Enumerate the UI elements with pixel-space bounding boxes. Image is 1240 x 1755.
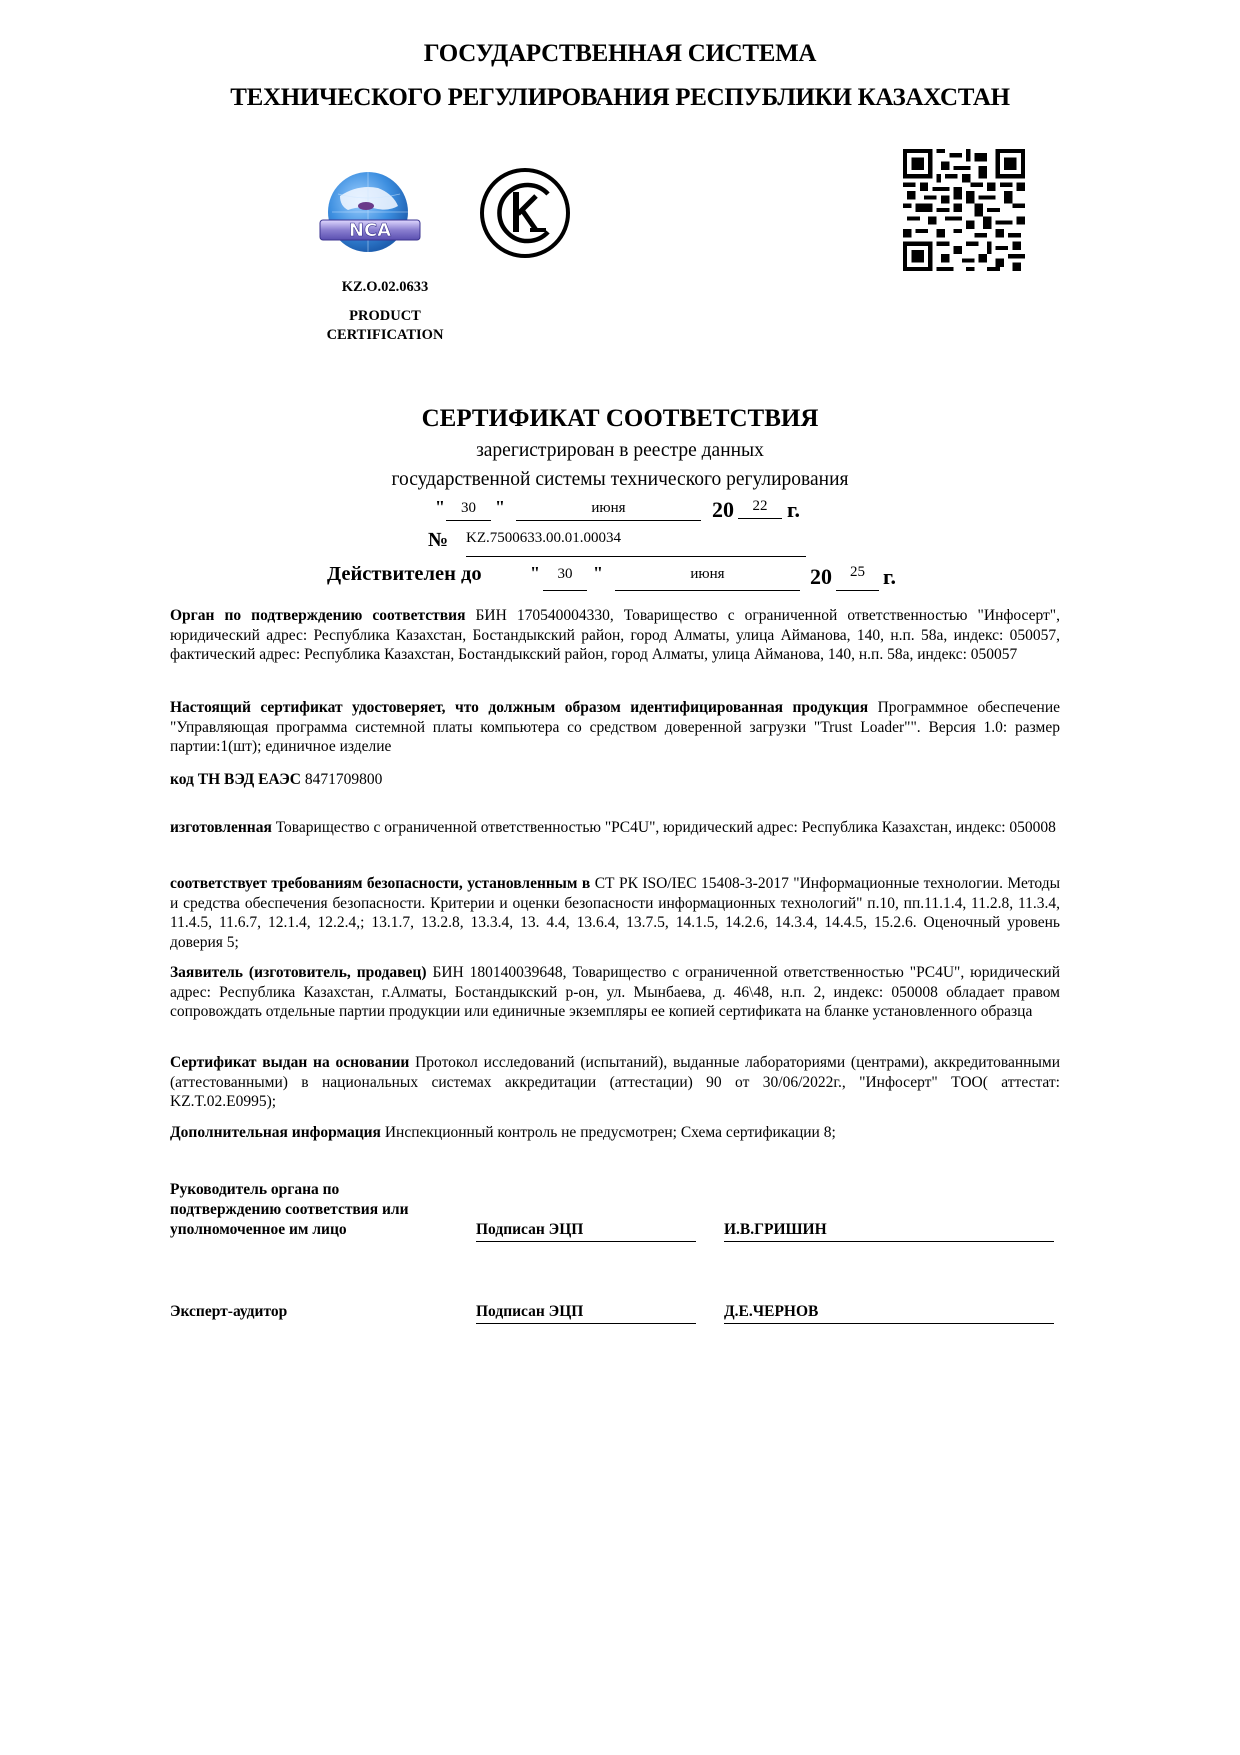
section-requirements <box>170 874 1060 952</box>
registered-year-suffix: г. <box>787 497 801 522</box>
certificate-subtitle-2: государственной системы технического регулирования <box>391 469 849 490</box>
section-text: Программное обеспечение "Управляющая программа системной платы компьютера со средством доверенной загрузки "Trust Loader"". Версия 1.0: размер партии:1(шт); единичное изделие <box>170 699 1061 756</box>
product-label-line-2: CERTIFICATION <box>326 327 444 343</box>
section-applicant <box>170 963 1060 1022</box>
section-product <box>170 698 1060 757</box>
header-line-2: ТЕХНИЧЕСКОГО РЕГУЛИРОВАНИЯ РЕСПУБЛИКИ КАЗАХСТАН <box>230 84 1010 111</box>
section-text: БИН 180140039648, Товарищество с ограниченной ответственностью "PC4U", юридический адрес: Республика Казахстан, г.Алматы, Бостандыкский р-он, ул. Мынбаева, д. 46\48, н.п. 2, индекс: 050008 обладает правом сопровождать отдельные партии продукции или единичные экземпляры ее копией сертификата на бланке установленного образца <box>170 964 1061 1021</box>
valid-until-year: 25 <box>836 562 879 591</box>
valid-until-year-suffix: г. <box>883 564 897 589</box>
accreditation-code: KZ.O.02.0633 <box>341 279 429 295</box>
section-text: СТ РК ISO/IEC 15408-3-2017 "Информационные технологии. Методы и средства обеспечения безопасности. Критерии и оценки безопасности информационных технологий" п.10, пп.11.1.4, 11.2.8, 11.3.4, 11.4.5, 11.6.7, 12.1.4, 12.2.4,; 13.1.7, 13.2.8, 13.3.4, 13. 4.4, 13.6.4, 13.7.5, 14.1.5, 14.2.6, 14.3.4, 14.4.5, 15.2.6. Оценочный уровень доверия 5; <box>170 875 1061 951</box>
section-text: Протокол исследований (испытаний), выданные лабораториями (центрами), аккредитованными (аттестованными) в национальных системах аккредитации (аттестации) 90 от 30/06/2022г., "Инфосерт" ТОО( аттестат: KZ.T.02.E0995); <box>170 1054 1060 1111</box>
section-label: Дополнительная информация <box>170 1124 381 1141</box>
section-manufacturer <box>170 818 1060 838</box>
section-text: БИН 170540004330, Товарищество с ограниченной ответственностью "Инфосерт", юридический адрес: Республика Казахстан, Бостандыкский район, город Алматы, улица Айманова, 140, н.п. 58а, индекс: 050057, фактический адрес: Республика Казахстан, Бостандыкский район, город Алматы, улица Айманова, 140, н.п. 58а, индекс: 050057 <box>170 607 1061 664</box>
certificate-subtitle-1: зарегистрирован в реестре данных <box>476 440 764 461</box>
valid-until-month: июня <box>615 564 800 591</box>
section-label: код ТН ВЭД ЕАЭС <box>170 771 301 788</box>
role-line: Руководитель органа по <box>170 1181 340 1198</box>
section-label: Настоящий сертификат удостоверяет, что должным образом идентифицированная продукция <box>170 699 869 716</box>
section-label: Заявитель (изготовитель, продавец) <box>170 964 427 981</box>
certificate-number: KZ.7500633.00.01.00034 <box>466 528 806 557</box>
registered-year: 22 <box>738 496 782 519</box>
valid-until-day: 30 <box>543 564 587 591</box>
registered-month: июня <box>516 498 701 521</box>
role-line: уполномоченное им лицо <box>170 1221 347 1238</box>
signatory-role-head <box>170 1180 450 1240</box>
certificate-title: СЕРТИФИКАТ СООТВЕТСТВИЯ <box>421 405 819 432</box>
signature-status-head: Подписан ЭЦП <box>476 1220 696 1242</box>
signatory-name-head: И.В.ГРИШИН <box>724 1220 1054 1242</box>
signatory-role-expert: Эксперт-аудитор <box>170 1303 288 1320</box>
valid-until-century: 20 <box>810 564 832 589</box>
section-certification-body <box>170 606 1060 665</box>
section-label: изготовленная <box>170 819 272 836</box>
section-label: Орган по подтверждению соответствия <box>170 607 466 624</box>
section-additional-info <box>170 1123 1060 1143</box>
quote-open: " <box>435 497 445 517</box>
valid-quote-close: " <box>593 563 603 583</box>
nca-logo-icon <box>318 166 424 272</box>
valid-quote-open: " <box>530 563 540 583</box>
section-text: Инспекционный контроль не предусмотрен; Схема сертификации 8; <box>384 1124 836 1141</box>
valid-until-label: Действителен до <box>327 563 482 585</box>
number-label: № <box>428 529 449 551</box>
qr-code-icon <box>903 149 1025 271</box>
header-line-1: ГОСУДАРСТВЕННАЯ СИСТЕМА <box>423 40 817 67</box>
section-label: соответствует требованиям безопасности, установленным в <box>170 875 591 892</box>
section-label: Сертификат выдан на основании <box>170 1054 410 1071</box>
section-hs-code <box>170 770 1060 790</box>
svg-text:NCA: NCA <box>348 220 392 241</box>
section-text: Товарищество с ограниченной ответственностью "PC4U", юридический адрес: Республика Казахстан, индекс: 050008 <box>275 819 1056 836</box>
registered-day: 30 <box>446 498 491 521</box>
product-label-line-1: PRODUCT <box>349 308 421 324</box>
section-text: 8471709800 <box>304 771 383 788</box>
registered-century: 20 <box>712 497 734 522</box>
signatory-name-expert: Д.Е.ЧЕРНОВ <box>724 1302 1054 1324</box>
signature-status-expert: Подписан ЭЦП <box>476 1302 696 1324</box>
role-line: подтверждению соответствия или <box>170 1201 409 1218</box>
section-basis <box>170 1053 1060 1112</box>
quote-close: " <box>495 497 505 517</box>
conformity-mark-icon <box>478 166 572 260</box>
